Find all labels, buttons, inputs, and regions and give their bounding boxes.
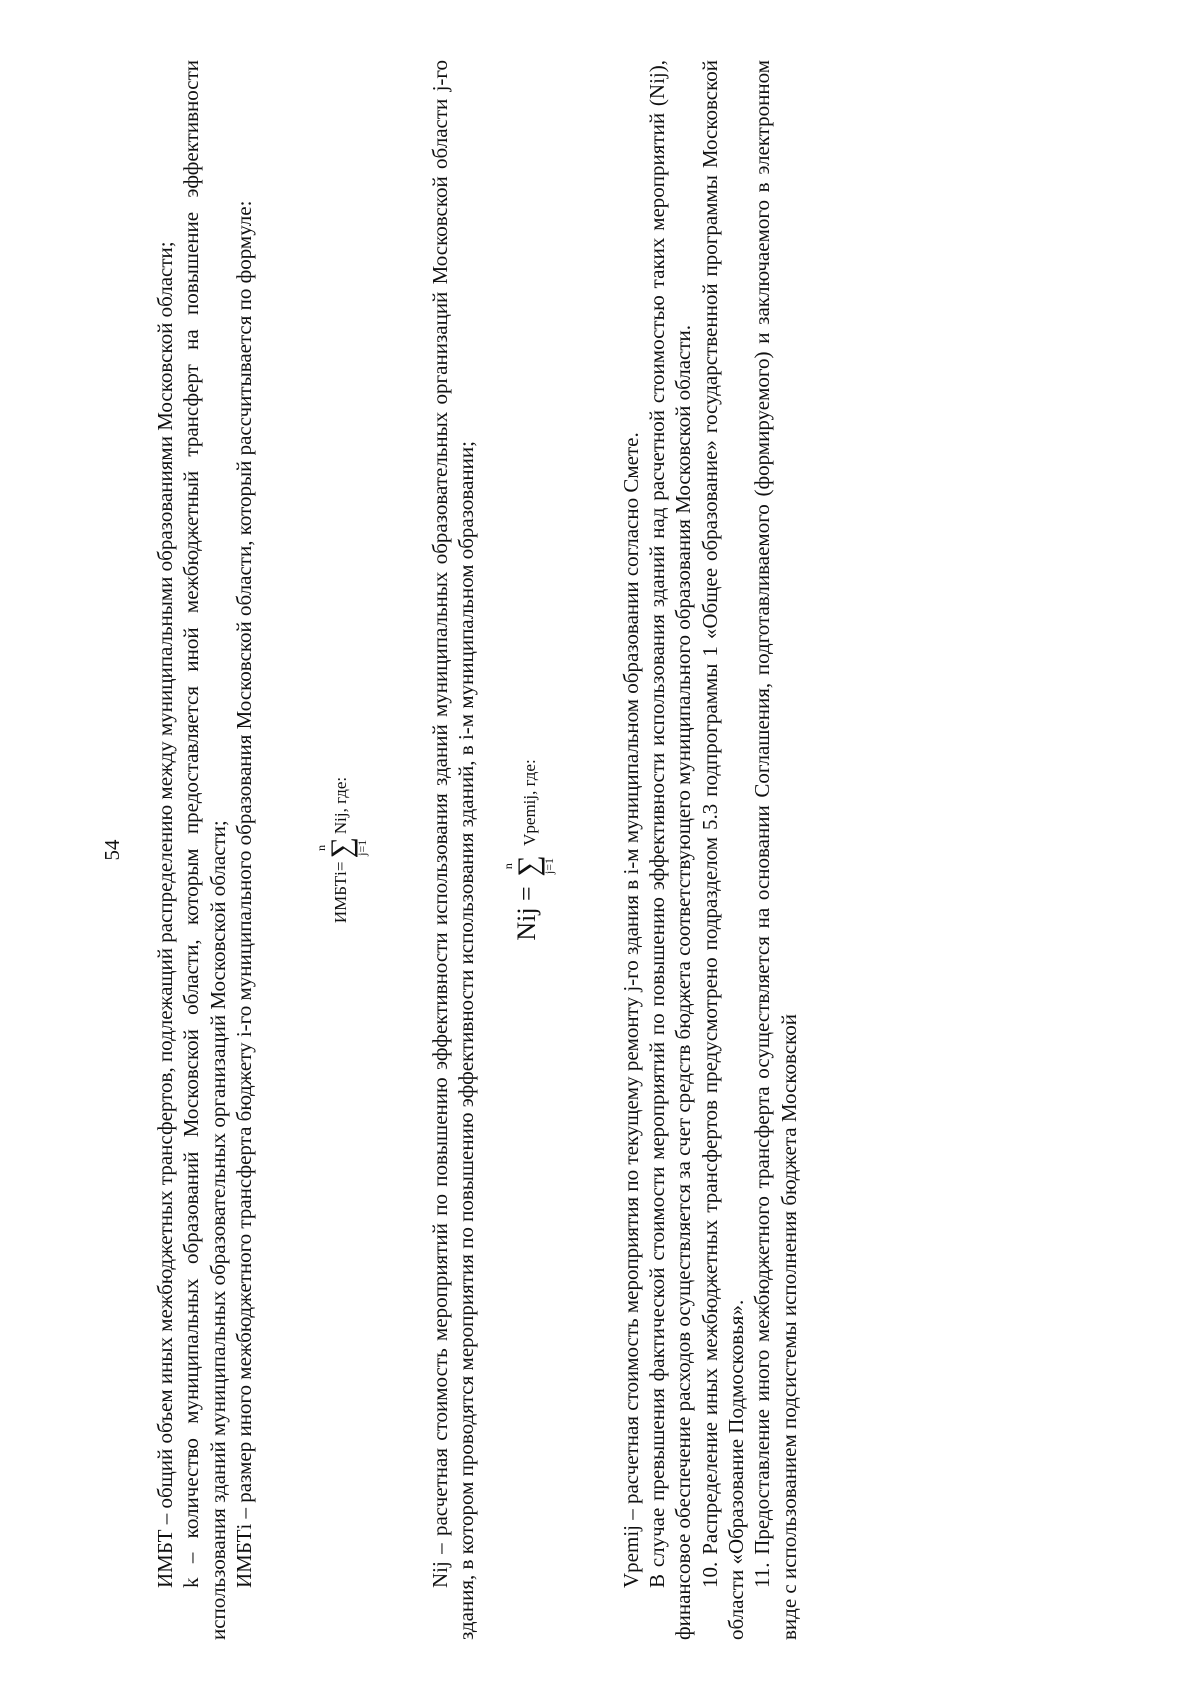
sum-lower-limit: j=1 bbox=[355, 839, 370, 856]
summation-symbol bbox=[315, 837, 369, 858]
paragraph-item-11: 11. Предоставление иного межбюджетного трансферта осуществляется на основании Соглашения, подготавливаемого (формируемого) и заключаемого в электронном виде с использованием подсистемы исполнения бюджета Московской bbox=[750, 60, 801, 1640]
paragraph-imbt-definition: ИМБТ – общий объем иных межбюджетных трансфертов, подлежащий распределению между муниципальными образованиями Московской области; bbox=[153, 241, 177, 1588]
page-number: 54 bbox=[100, 839, 124, 861]
formula-nij-lhs: Nij bbox=[511, 907, 541, 941]
sum-lower-limit: j=1 bbox=[541, 858, 556, 875]
sum-upper-limit: n bbox=[500, 863, 515, 870]
summation-symbol bbox=[502, 855, 556, 876]
paragraph-vpem-definition: Vpemij – расчетная стоимость мероприятия по текущему ремонту j-го здания в i-м муниципальном образовании согласно Смете. bbox=[618, 432, 643, 1588]
formula-nij-suffix: , где: bbox=[519, 759, 539, 795]
formula-imbti-suffix: , где: bbox=[331, 776, 351, 813]
paragraph-imbti-definition: ИМБТi – размер иного межбюджетного трансферта бюджету i-го муниципального образования Московской области, который рассчитывается по формуле: bbox=[231, 200, 256, 1588]
formula-imbti-equals: = bbox=[331, 861, 351, 872]
paragraph-item-10: 10. Распределение иных межбюджетных трансфертов предусмотрено подразделом 5.3 подпрограммы 1 «Общее образование» государственной программы Московской области «Образование Подмосковья». bbox=[697, 60, 748, 1640]
paragraph-cost-excess: В случае превышения фактической стоимости мероприятий по повышению эффективности использования зданий над расчетной стоимостью таких мероприятий (Nij), финансовое обеспечение расходов осуществляется за счет средств бюджета соответствующего муниципального образования Московской области. bbox=[645, 60, 696, 1640]
formula-nij-term: Vpemij bbox=[519, 794, 539, 846]
document-body bbox=[152, 60, 802, 1640]
sigma-glyph: ∑ bbox=[325, 837, 359, 859]
paragraph-k-definition: k – количество муниципальных образований Московской области, которым предоставляется иной межбюджетный трансферт на повышение эффективности использования зданий муниципальных образовательных организаций Московской области; bbox=[179, 60, 230, 1640]
formula-nij bbox=[502, 60, 556, 1640]
formula-imbti bbox=[315, 60, 369, 1640]
formula-nij-equals: = bbox=[511, 886, 541, 901]
formula-imbti-lhs: ИМБТi bbox=[331, 871, 351, 924]
document-page bbox=[100, 60, 1100, 1640]
formula-imbti-term: Nij bbox=[331, 812, 351, 835]
paragraph-nij-definition: Nij – расчетная стоимость мероприятий по повышению эффективности использования зданий муниципальных образовательных организаций Московской области j-го здания, в котором проводятся мероприятия по повышению эффективности использования зданий, в i-м муниципальном образовании; bbox=[428, 60, 479, 1640]
sigma-glyph: ∑ bbox=[511, 855, 545, 877]
sum-upper-limit: n bbox=[314, 844, 329, 851]
